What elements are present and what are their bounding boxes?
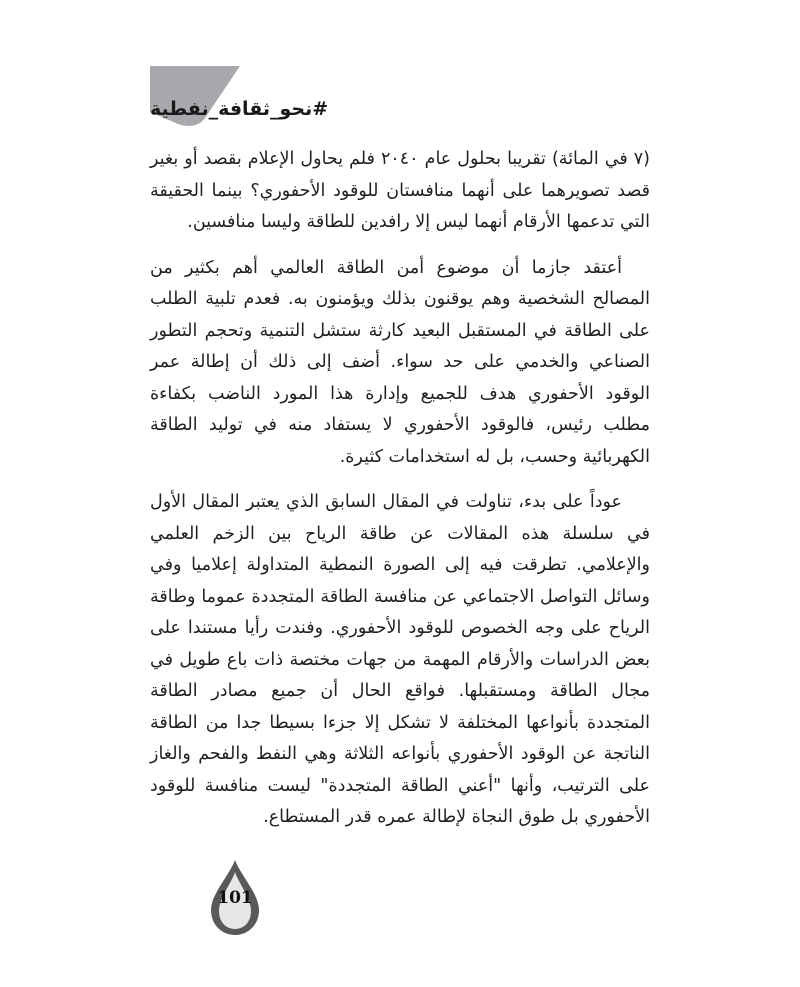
paragraph-3: عوداً على بدء، تناولت في المقال السابق الذي يعتبر المقال الأول في سلسلة هذه المقالات عن طاقة الرياح بين الزخم العلمي والإعلامي. تطرقت فيه إلى الصورة النمطية المتداولة إعلاميا وفي وسائل التواصل الاجتماعي عن منافسة الطاقة المتجددة عموما وطاقة الرياح على وجه الخصوص للوقود الأحفوري. وفندت رأيا مستندا على بعض الدراسات والأرقام المهمة من جهات مختصة ذات باع طويل في مجال الطاقة ومستقبلها. فواقع الحال أن جميع مصادر الطاقة المتجددة بأنواعها المختلفة لا تشكل إلا جزءا بسيطا جدا من الطاقة الناتجة عن الوقود الأحفوري بأنواعه الثلاثة وهي النفط والفحم والغاز على الترتيب، وأنها "أعني الطاقة المتجددة" ليست منافسة للوقود الأحفوري بل طوق النجاة لإطالة عمره قدر المستطاع. xyxy=(150,492,650,827)
paragraph-1: (٧ في المائة) تقريبا بحلول عام ٢٠٤٠ فلم يحاول الإعلام بقصد أو بغير قصد تصويرهما على أنهما منافستان للوقود الأحفوري؟ بينما الحقيقة التي تدعمها الأرقام أنهما ليس إلا رافدين للطاقة وليسا منافسين. xyxy=(150,149,650,232)
page-content xyxy=(150,144,650,848)
page-number: 101 xyxy=(217,888,253,908)
header-hashtag: #نحو_ثقافة_نفطية xyxy=(150,98,329,120)
paragraph-2: أعتقد جازما أن موضوع أمن الطاقة العالمي أهم بكثير من المصالح الشخصية وهم يوقنون بذلك ويؤمنون به. فعدم تلبية الطلب على الطاقة في المستقبل البعيد كارثة ستشل التنمية وتحجم التطور الصناعي والخدمي على حد سواء. أضف إلى ذلك أن إطالة عمر الوقود الأحفوري هدف للجميع وإدارة هذا المورد الناضب بكفاءة مطلب رئيس، فالوقود الأحفوري لا يستفاد منه في توليد الطاقة الكهربائية وحسب، بل له استخدامات كثيرة. xyxy=(150,257,650,467)
